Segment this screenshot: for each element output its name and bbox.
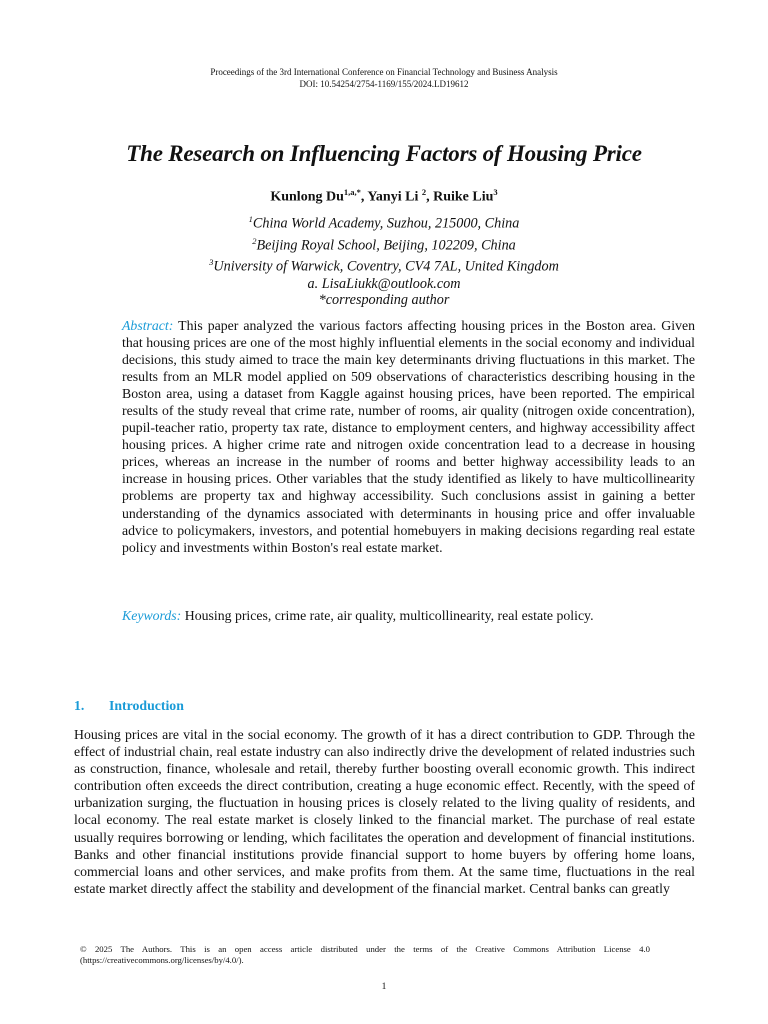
affiliation-mark: 3	[209, 257, 214, 268]
paper-title: The Research on Influencing Factors of Housing Price	[126, 141, 642, 166]
author-affiliation-mark: 3	[493, 187, 498, 197]
keywords	[122, 607, 695, 624]
abstract	[122, 317, 695, 556]
affiliation	[0, 254, 768, 276]
section-number: 1.	[74, 698, 85, 713]
section-body: Housing prices are vital in the social economy. The growth of it has a direct contribution to GDP. Through the effect of industrial chain, real estate industry can also indirectly drive the development of related industries such as construction, finance, wholesale and retail, thereby further boosting overall economic growth. This indirect contribution often exceeds the direct contribution, creating a huge economic effect. Recently, with the speed of urbanization surging, the fluctuation in housing prices is closely related to the living quality of residents, and local economy. The real estate market is closely linked to the financial market. The purchase of real estate usually requires borrowing or lending, which facilitates the operation and development of financial institutions. Banks and other financial institutions provide financial support to home buyers by offering home loans, commercial loans and other services, and make profits from them. At the same time, fluctuations in the real estate market directly affect the stability and development of the financial market. Central banks can greatly	[74, 727, 695, 896]
running-header	[0, 67, 768, 90]
author-affiliation-mark: 2	[421, 187, 427, 197]
affiliation	[0, 211, 768, 233]
affiliation-mark: 1	[248, 214, 253, 224]
license-footnote: © 2025 The Authors. This is an open access article distributed under the terms of the Creative Commons Attribution License 4.0 (https://creativecommons.org/licenses/by/4.0/).	[80, 944, 650, 965]
author-separator: ,	[426, 189, 434, 205]
abstract-label: Abstract:	[122, 318, 174, 333]
abstract-text: This paper analyzed the various factors affecting housing prices in the Boston area. Given that housing prices are one of the most highly influential elements in the social economy and individual decisions, this study aimed to trace the main key determinants driving fluctuations in this market. The results from an MLR model applied on 509 observations of characteristics describing housing in the Boston area, using a dataset from Kaggle against housing prices, have been reported. The empirical results of the study reveal that crime rate, number of rooms, air quality (nitrogen oxide concentration), pupil-teacher ratio, property tax rate, distance to employment centers, and highway accessibility affect housing prices. A higher crime rate and nitrogen oxide concentration lead to a decrease in housing prices, whereas an increase in the number of rooms and better highway accessibility leads to an increase in housing prices. Other variables that the study identified as likely to have multicollinearity problems are property tax and highway accessibility. Such conclusions assist in gaining a better understanding of the dynamics associated with determinants in housing price and offer invaluable advice to policymakers, investors, and potential homebuyers in making decisions regarding real estate policy and investments within Boston's real estate market.	[122, 318, 695, 555]
author-list	[0, 187, 768, 206]
affiliation-text: University of Warwick, Coventry, CV4 7AL, United Kingdom	[213, 258, 559, 275]
author-name: Ruike Liu	[433, 189, 494, 205]
keywords-text: Housing prices, crime rate, air quality, multicollinearity, real estate policy.	[184, 608, 594, 623]
affiliation-text: China World Academy, Suzhou, 215000, China	[252, 215, 520, 232]
affiliation-list	[0, 211, 768, 309]
affiliation	[0, 233, 768, 255]
affiliation-text: Beijing Royal School, Beijing, 102209, China	[256, 237, 516, 254]
section-heading	[74, 698, 184, 714]
doi: DOI: 10.54254/2754-1169/155/2024.LD19612	[299, 78, 469, 89]
keywords-label: Keywords:	[122, 608, 182, 623]
conference-name: Proceedings of the 3rd International Conference on Financial Technology and Business Analysis	[210, 67, 558, 77]
page-number: 1	[381, 982, 387, 992]
author-separator: ,	[360, 189, 368, 205]
affiliation-mark: 2	[252, 235, 257, 246]
author-affiliation-mark: 1,a,*	[343, 187, 361, 197]
corresponding-note: *corresponding author	[318, 292, 450, 309]
author-name: Yanyi Li	[367, 189, 422, 205]
author-name: Kunlong Du	[270, 189, 344, 205]
contact-email: a. LisaLiukk@outlook.com	[307, 275, 461, 292]
section-title: Introduction	[109, 698, 184, 713]
